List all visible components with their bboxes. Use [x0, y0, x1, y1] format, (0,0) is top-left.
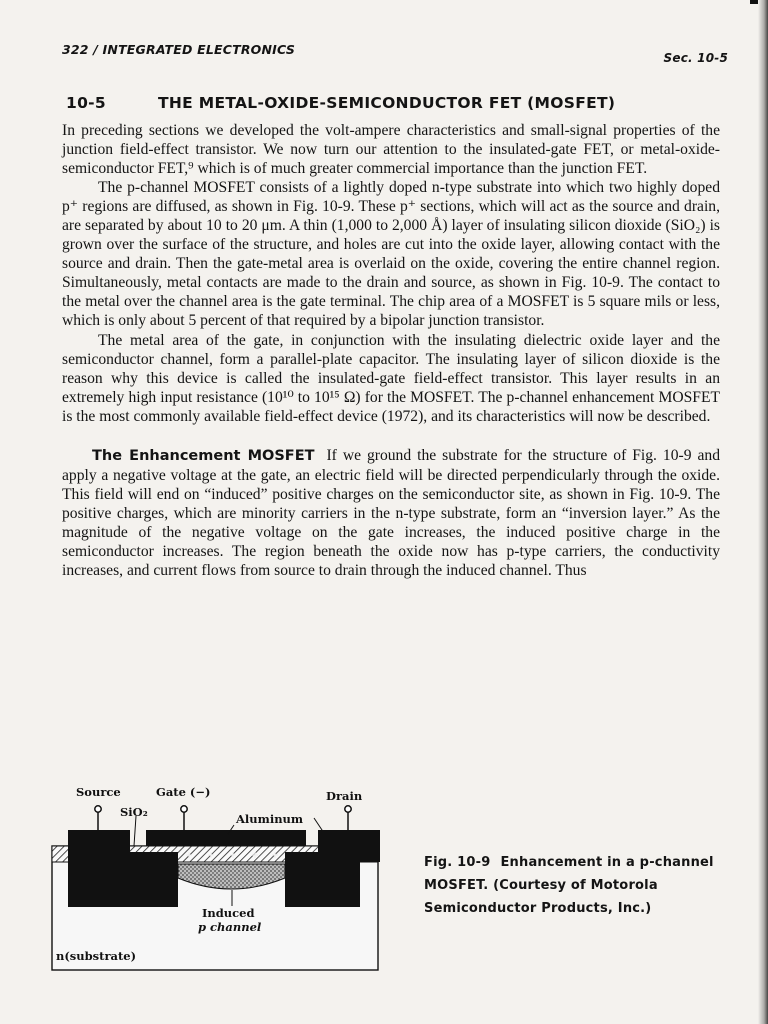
header-page-title: 322 / INTEGRATED ELECTRONICS [62, 42, 296, 57]
label-p-channel: p channel [198, 920, 262, 934]
mosfet-figure [50, 782, 380, 972]
section-heading [66, 94, 726, 112]
caption-text: Enhancement in a p-channel MOSFET. (Courtesy of Motorola Semiconductor Products, Inc.) [424, 855, 714, 916]
drain-contact [318, 830, 380, 862]
subsection-heading: The Enhancement MOSFET [92, 447, 315, 464]
page-corner-mark [750, 0, 758, 4]
figure-caption [424, 851, 724, 920]
paragraph-1: In preceding sections we developed the volt-ampere characteristics and small-signal properties of the junction field-effect transistor. We now turn our attention to the insulated-gate FET, or metal-oxide-semiconductor FET,⁹ which is of much greater commercial importance than the junction FET. [62, 122, 720, 178]
section-title: THE METAL-OXIDE-SEMICONDUCTOR FET (MOSFET) [158, 94, 616, 112]
running-header [62, 38, 728, 65]
page-edge-shadow [758, 0, 768, 1024]
label-gate: Gate (−) [156, 785, 211, 799]
subsection-text: If we ground the substrate for the structure of Fig. 10-9 and apply a negative voltage at the gate, an electric field will be directed perpendicularly through the oxide. This field will end on “induced” positive charges on the semiconductor site, as shown in Fig. 10-9. The positive charges, which are minority carriers in the n-type substrate, form an “inversion layer.” As the magnitude of the negative voltage on the gate increases, the induced positive charge in the semiconductor increases. The region beneath the oxide now has p-type carriers, the conductivity increases, and current flows from source to drain through the induced channel. Thus [62, 446, 720, 580]
label-sio2: SiO₂ [120, 805, 148, 819]
mosfet-diagram [50, 782, 380, 972]
label-source: Source [76, 785, 121, 799]
paragraph-3: The metal area of the gate, in conjunction with the insulating dielectric oxide layer and the semiconductor channel, form a parallel-plate capacitor. The insulating layer of silicon dioxide is the reason why this device is called the insulated-gate field-effect transistor. This layer results in an extremely high input resistance (10¹⁰ to 10¹⁵ Ω) for the MOSFET. The p-channel enhancement MOSFET is the most commonly available field-effect device (1972), and its characteristics will now be described. [62, 331, 720, 425]
label-drain: Drain [326, 789, 363, 803]
body-text [62, 121, 720, 580]
header-section-ref: Sec. 10-5 [663, 51, 728, 65]
gate-metal [146, 830, 306, 846]
label-aluminum: Aluminum [236, 812, 304, 826]
sio2-leader [134, 816, 136, 846]
paragraph-2: The p-channel MOSFET consists of a lightly doped n-type substrate into which two highly doped p⁺ regions are diffused, as shown in Fig. 10-9. These p⁺ sections, which will act as the source and drain, are separated by about 10 to 20 μm. A thin (1,000 to 2,000 Å) layer of insulating silicon dioxide (SiO₂) is grown over the surface of the structure, and holes are cut into the oxide layer, allowing contact with the source and drain. Then the gate-metal area is overlaid on the oxide, covering the entire channel region. Simultaneously, metal contacts are made to the drain and source, as shown in Fig. 10-9. The contact to the metal over the channel area is the gate terminal. The chip area of a MOSFET is 5 square mils or less, which is only about 5 percent of that required by a bipolar junction transistor. [62, 179, 720, 330]
label-substrate: n(substrate) [56, 949, 137, 963]
source-contact [68, 830, 130, 862]
caption-number: Fig. 10-9 [424, 855, 491, 870]
section-number: 10-5 [66, 94, 106, 112]
label-induced: Induced [202, 906, 255, 920]
subsection-paragraph [62, 446, 720, 580]
